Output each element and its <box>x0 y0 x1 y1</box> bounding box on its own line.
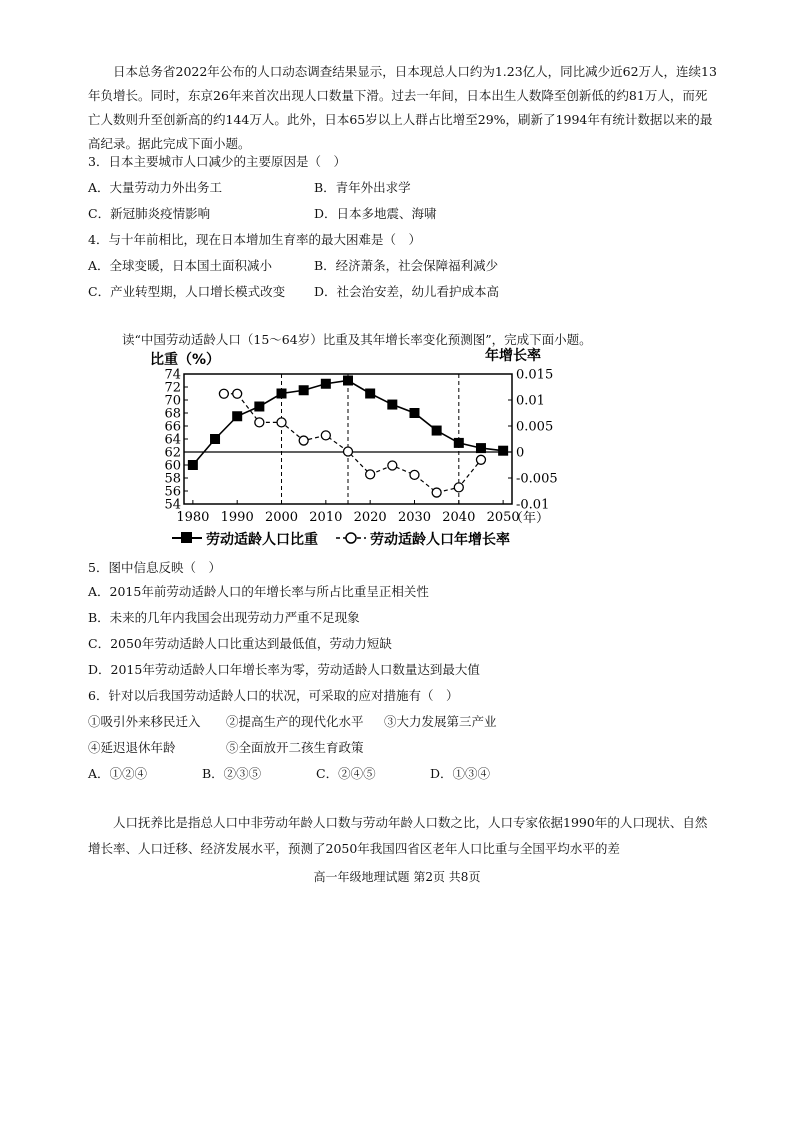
y-right-tick-label: -0.01 <box>516 497 550 513</box>
growth-point <box>410 470 419 479</box>
legend-label-share: 劳动适龄人口比重 <box>206 532 318 548</box>
question-6-stem: 6．针对以后我国劳动适龄人口的状况，可采取的应对措施有（ ） <box>88 688 459 703</box>
share-point <box>498 446 508 456</box>
growth-point <box>476 455 485 464</box>
question-6-option-d: D．①③④ <box>430 766 491 781</box>
question-5-option-a: A．2015年前劳动适龄人口的年增长率与所占比重呈正相关性 <box>88 584 429 599</box>
y-left-tick-label: 60 <box>164 458 181 474</box>
share-point <box>454 438 464 448</box>
question-3-option-b: B．青年外出求学 <box>314 180 411 195</box>
legend-square-marker <box>181 532 192 543</box>
measure-4: ④延迟退休年龄 <box>88 740 176 755</box>
growth-point <box>277 418 286 427</box>
question-4-option-c: C．产业转型期，人口增长模式改变 <box>88 284 286 299</box>
question-3-stem: 3．日本主要城市人口减少的主要原因是（ ） <box>88 154 346 169</box>
growth-point <box>255 418 264 427</box>
x-tick-label: 1980 <box>176 510 210 525</box>
passage-japan-population: 日本总务省2022年公布的人口动态调查结果显示，日本现总人口约为1.23亿人，同比减少近62万人，连续13年负增长。同时，东京26年来首次出现人口数量下滑。过去一年间，日本出生人数降至创新低的约81万人，而死亡人数则升至创新高的约144万人。此外，日本65岁以上人群占比增至29%，刷新了1994年有统计数据以来的最高纪录。据此完成下面小题。 <box>88 64 717 151</box>
x-tick-label: 2030 <box>397 510 432 525</box>
y-right-tick-label: 0.015 <box>516 367 554 383</box>
share-point <box>476 443 486 453</box>
share-point <box>321 379 331 389</box>
question-3-option-c: C．新冠肺炎疫情影响 <box>88 206 211 221</box>
x-tick-label: 1990 <box>220 510 254 525</box>
y-left-tick-label: 64 <box>164 432 181 448</box>
y-right-tick-label: 0 <box>516 445 525 461</box>
share-point <box>432 426 442 436</box>
share-point <box>365 389 375 399</box>
labor-population-chart <box>140 346 558 552</box>
chart-intro: 读“中国劳动适龄人口（15～64岁）比重及其年增长率变化预测图”，完成下面小题。 <box>122 332 592 347</box>
share-point <box>409 408 419 418</box>
question-4-option-b: B．经济萧条，社会保障福利减少 <box>314 258 499 273</box>
measure-5: ⑤全面放开二孩生育政策 <box>226 740 364 755</box>
x-tick-label: 2020 <box>353 510 387 525</box>
y-left-tick-label: 72 <box>164 380 181 396</box>
y-right-tick-label: -0.005 <box>516 471 558 487</box>
question-3-option-d: D．日本多地震、海啸 <box>314 206 437 221</box>
measure-1: ①吸引外来移民迁入 <box>88 714 201 729</box>
question-5-option-c: C．2050年劳动适龄人口比重达到最低值，劳动力短缺 <box>88 636 392 651</box>
question-5-option-b: B．未来的几年内我国会出现劳动力严重不足现象 <box>88 610 360 625</box>
x-tick-label: 2040 <box>442 510 476 525</box>
x-tick-label: 2010 <box>309 510 343 525</box>
share-point <box>277 389 287 399</box>
growth-point <box>454 483 463 492</box>
question-6-option-b: B．②③⑤ <box>202 766 262 781</box>
question-5-stem: 5．图中信息反映（ ） <box>88 560 221 575</box>
y-left-axis-title: 比重（%） <box>150 352 221 368</box>
y-right-tick-label: 0.005 <box>516 419 554 435</box>
y-left-tick-label: 54 <box>164 497 181 513</box>
share-point <box>343 376 353 386</box>
question-5-option-d: D．2015年劳动适龄人口年增长率为零，劳动适龄人口数量达到最大值 <box>88 662 480 677</box>
y-left-tick-label: 58 <box>164 471 181 487</box>
measure-2: ②提高生产的现代化水平 <box>226 714 364 729</box>
share-point <box>232 411 242 421</box>
growth-point <box>233 389 242 398</box>
y-left-tick-label: 56 <box>164 484 181 500</box>
x-tick-label: 2000 <box>264 510 299 525</box>
question-3-option-a: A．大量劳动力外出务工 <box>88 180 223 195</box>
growth-point <box>344 447 353 456</box>
growth-point <box>299 436 308 445</box>
x-tick-label: 2050 <box>486 510 520 525</box>
y-left-tick-label: 70 <box>164 393 181 409</box>
growth-point <box>321 431 330 440</box>
growth-point <box>388 461 397 470</box>
y-right-axis-title: 年增长率 <box>485 348 541 364</box>
growth-point <box>432 488 441 497</box>
y-left-tick-label: 62 <box>164 445 181 461</box>
chart-legend <box>172 531 510 548</box>
share-point <box>210 434 220 444</box>
question-4-option-a: A．全球变暖，日本国土面积减小 <box>88 258 273 273</box>
legend-circle-marker <box>346 533 356 543</box>
y-left-tick-label: 74 <box>164 367 181 383</box>
y-right-tick-label: 0.01 <box>516 393 545 409</box>
chart-series-markers <box>188 376 508 498</box>
question-6-option-c: C．②④⑤ <box>316 766 376 781</box>
share-point <box>387 400 397 410</box>
growth-point <box>366 470 375 479</box>
share-point <box>254 402 264 412</box>
legend-label-growth: 劳动适龄人口年增长率 <box>370 532 510 548</box>
passage-dependency-ratio: 人口抚养比是指总人口中非劳动年龄人口数与劳动年龄人口数之比，人口专家依据1990年的人口现状、自然增长率、人口迁移、经济发展水平，预测了2050年我国四省区老年人口比重与全国平均水平的差 <box>88 815 708 856</box>
y-left-tick-label: 66 <box>164 419 181 435</box>
y-left-tick-label: 68 <box>164 406 181 422</box>
question-6-option-a: A．①②④ <box>88 766 148 781</box>
question-4-stem: 4．与十年前相比，现在日本增加生育率的最大困难是（ ） <box>88 232 421 247</box>
share-point <box>299 385 309 395</box>
measure-3: ③大力发展第三产业 <box>384 714 497 729</box>
page-footer: 高一年级地理试题 第2页 共8页 <box>313 870 481 884</box>
share-point <box>188 460 198 470</box>
growth-point <box>219 389 228 398</box>
question-4-option-d: D．社会治安差，幼儿看护成本高 <box>314 284 500 299</box>
x-axis-title: （年） <box>510 511 550 526</box>
